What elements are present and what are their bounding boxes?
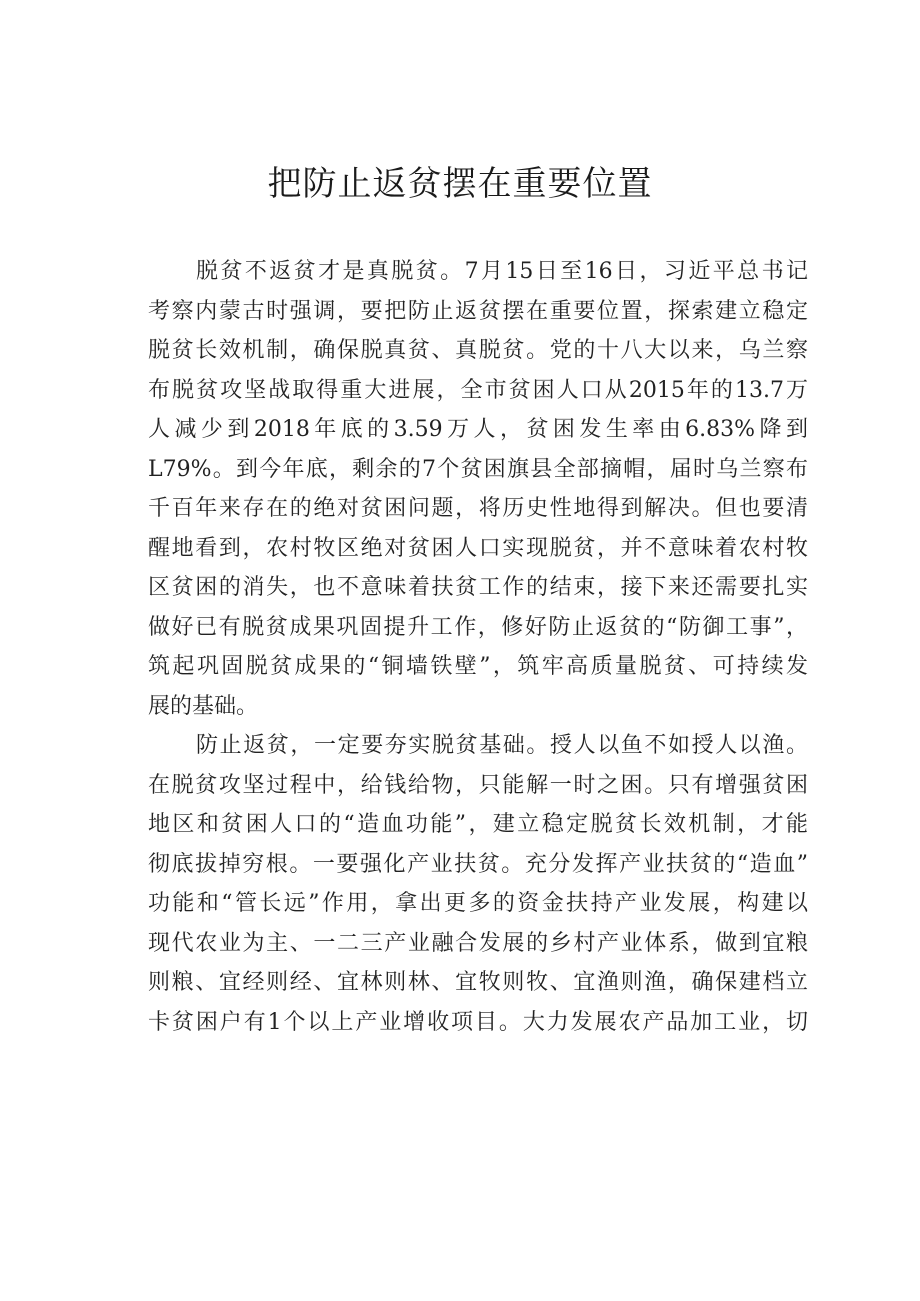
- paragraph-line: 脱贫长效机制，确保脱真贫、真脱贫。党的十八大以来，乌兰察: [148, 338, 808, 363]
- paragraph-line: 现代农业为主、一二三产业融合发展的乡村产业体系，做到宜粮: [148, 930, 808, 956]
- paragraph-line: 筑起巩固脱贫成果的“铜墙铁壁”，筑牢高质量脱贫、可持续发: [148, 654, 808, 679]
- paragraph-line: 彻底拔掉穷根。一要强化产业扶贫。充分发挥产业扶贫的“造血”: [148, 851, 808, 877]
- paragraph-line: 人减少到2018年底的3.59万人，贫困发生率由6.83%降到: [148, 417, 808, 442]
- paragraph-line: 地区和贫困人口的“造血功能”，建立稳定脱贫长效机制，才能: [148, 812, 808, 837]
- paragraph-line: 醒地看到，农村牧区绝对贫困人口实现脱贫，并不意味着农村牧: [148, 535, 808, 561]
- paragraph-line: 布脱贫攻坚战取得重大进展，全市贫困人口从2015年的13.7万: [148, 377, 808, 403]
- paragraph-line: 做好已有脱贫成果巩固提升工作，修好防止返贫的“防御工事”，: [148, 614, 808, 640]
- paragraph-line: 脱贫不返贫才是真脱贫。7月15日至16日，习近平总书记: [196, 259, 808, 284]
- paragraph-line: 区贫困的消失，也不意味着扶贫工作的结束，接下来还需要扎实: [148, 575, 808, 600]
- paragraph-line: 在脱贫攻坚过程中，给钱给物，只能解一时之困。只有增强贫困: [148, 772, 808, 798]
- document-title: 把防止返贫摆在重要位置: [267, 164, 653, 204]
- paragraph-line: L79%。到今年底，剩余的7个贫困旗县全部摘帽，届时乌兰察布: [148, 456, 808, 482]
- paragraph-line: 则粮、宜经则经、宜林则林、宜牧则牧、宜渔则渔，确保建档立: [148, 970, 808, 995]
- paragraph-line: 展的基础。: [148, 693, 259, 719]
- paragraph-line: 功能和“管长远”作用，拿出更多的资金扶持产业发展，构建以: [148, 891, 808, 916]
- document-body: [148, 252, 808, 1042]
- paragraph-line: 千百年来存在的绝对贫困问题，将历史性地得到解决。但也要清: [148, 496, 808, 521]
- paragraph-line: 卡贫困户有1个以上产业增收项目。大力发展农产品加工业，切: [148, 1009, 808, 1035]
- paragraph-line: 考察内蒙古时强调，要把防止返贫摆在重要位置，探索建立稳定: [148, 298, 808, 324]
- paragraph-line: 防止返贫，一定要夯实脱贫基础。授人以鱼不如授人以渔。: [196, 733, 808, 758]
- paragraph-2: [148, 726, 808, 1042]
- paragraph-1: [148, 252, 808, 726]
